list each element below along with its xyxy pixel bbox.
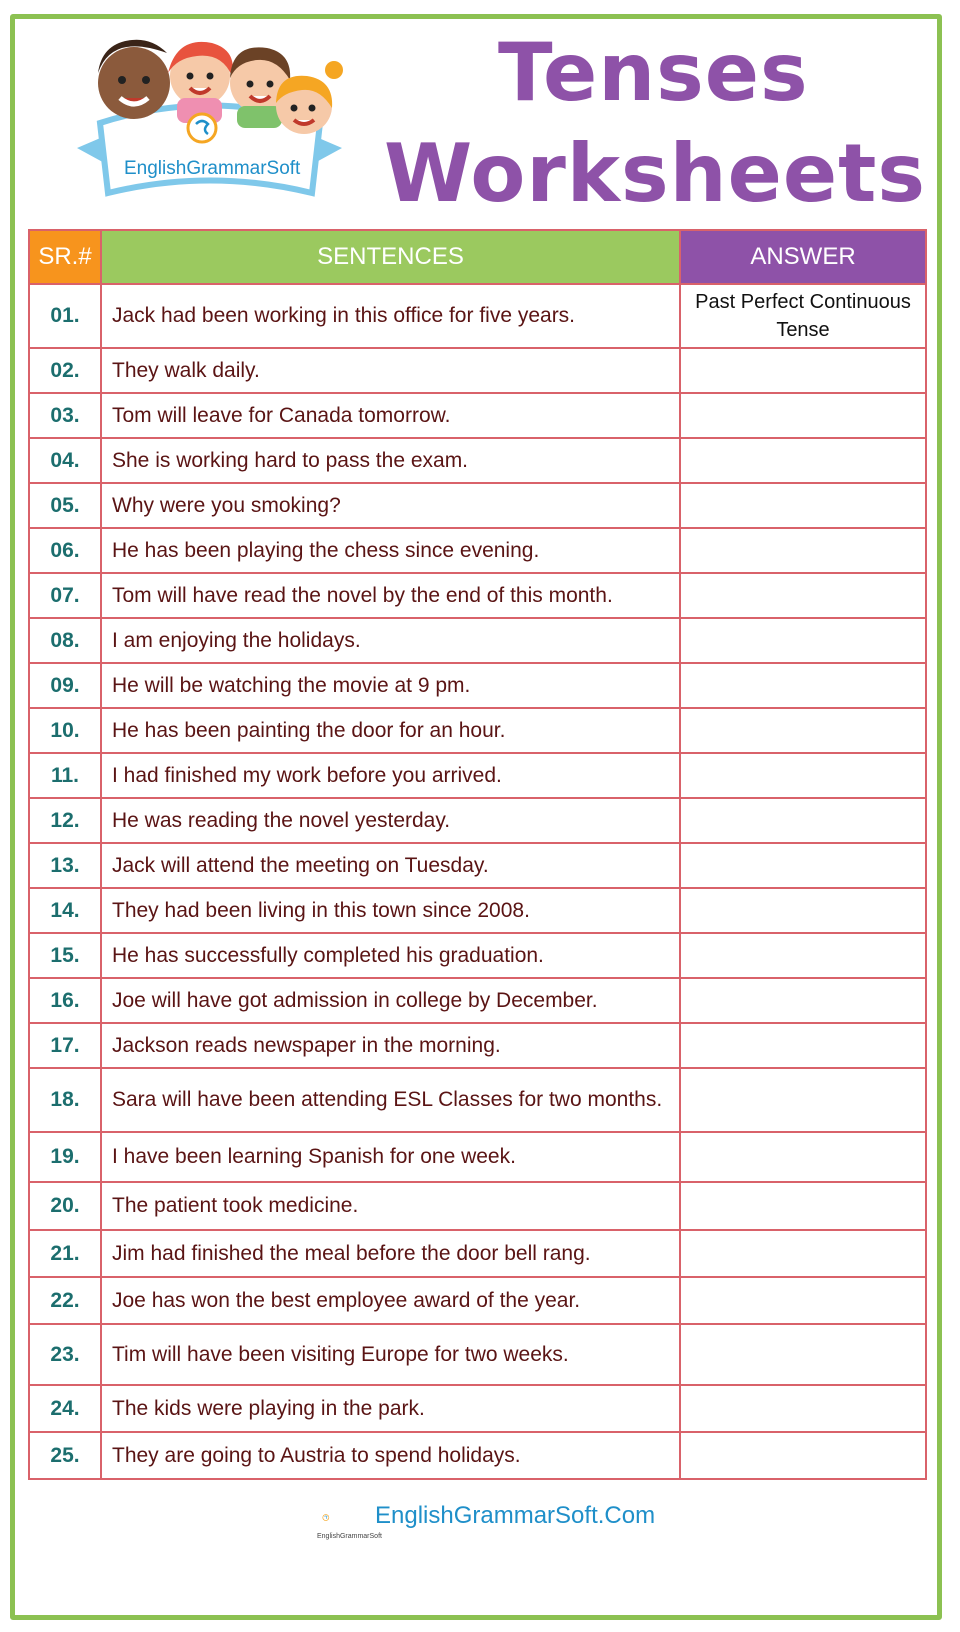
page-title-line2: Worksheets <box>384 127 926 220</box>
page-title-line1: Tenses <box>498 26 809 119</box>
row-number: 03. <box>29 393 101 438</box>
row-number: 14. <box>29 888 101 933</box>
row-sentence: I am enjoying the holidays. <box>101 618 680 663</box>
row-sentence: Jackson reads newspaper in the morning. <box>101 1023 680 1068</box>
row-number: 22. <box>29 1277 101 1324</box>
row-sentence: The patient took medicine. <box>101 1182 680 1230</box>
table-row <box>29 888 926 933</box>
table-row <box>29 1385 926 1432</box>
table-row <box>29 1277 926 1324</box>
row-number: 18. <box>29 1068 101 1132</box>
table-row <box>29 483 926 528</box>
row-answer-field[interactable] <box>680 1324 926 1385</box>
table-row <box>29 708 926 753</box>
row-sentence: I had finished my work before you arrived. <box>101 753 680 798</box>
header-sr: SR.# <box>29 230 101 284</box>
table-row <box>29 393 926 438</box>
row-number: 13. <box>29 843 101 888</box>
row-answer-field[interactable] <box>680 1385 926 1432</box>
row-answer-field[interactable] <box>680 573 926 618</box>
row-answer-field[interactable] <box>680 1182 926 1230</box>
kids-logo <box>72 28 347 218</box>
table-row <box>29 618 926 663</box>
row-answer-field[interactable] <box>680 348 926 393</box>
row-number: 09. <box>29 663 101 708</box>
row-answer-field[interactable] <box>680 1230 926 1277</box>
row-number: 16. <box>29 978 101 1023</box>
row-sentence: Jim had finished the meal before the door bell rang. <box>101 1230 680 1277</box>
row-sentence: He has been playing the chess since evening. <box>101 528 680 573</box>
row-answer-field[interactable] <box>680 483 926 528</box>
row-number: 21. <box>29 1230 101 1277</box>
table-row <box>29 1230 926 1277</box>
row-sentence: She is working hard to pass the exam. <box>101 438 680 483</box>
table-row <box>29 663 926 708</box>
table-row <box>29 1132 926 1182</box>
row-answer-field[interactable] <box>680 1132 926 1182</box>
row-sentence: Tom will leave for Canada tomorrow. <box>101 393 680 438</box>
row-answer-field[interactable]: Past Perfect Continuous Tense <box>680 284 926 348</box>
row-sentence: He has been painting the door for an hour. <box>101 708 680 753</box>
row-answer-field[interactable] <box>680 618 926 663</box>
row-sentence: Joe has won the best employee award of the year. <box>101 1277 680 1324</box>
row-answer-field[interactable] <box>680 753 926 798</box>
table-row <box>29 978 926 1023</box>
row-sentence: They are going to Austria to spend holidays. <box>101 1432 680 1479</box>
table-row <box>29 933 926 978</box>
table-row <box>29 1324 926 1385</box>
row-number: 24. <box>29 1385 101 1432</box>
row-number: 04. <box>29 438 101 483</box>
table-row <box>29 573 926 618</box>
table-row <box>29 1182 926 1230</box>
row-sentence: Jack will attend the meeting on Tuesday. <box>101 843 680 888</box>
row-answer-field[interactable] <box>680 1432 926 1479</box>
table-row <box>29 843 926 888</box>
row-answer-field[interactable] <box>680 393 926 438</box>
header-sentences: SENTENCES <box>101 230 680 284</box>
row-sentence: They had been living in this town since 2008. <box>101 888 680 933</box>
row-answer-field[interactable] <box>680 1023 926 1068</box>
row-answer-field[interactable] <box>680 978 926 1023</box>
table-header-row <box>29 230 926 284</box>
row-number: 02. <box>29 348 101 393</box>
table-row <box>29 1023 926 1068</box>
row-number: 08. <box>29 618 101 663</box>
row-answer-field[interactable] <box>680 528 926 573</box>
row-answer-field[interactable] <box>680 843 926 888</box>
header-answer: ANSWER <box>680 230 926 284</box>
table-row <box>29 753 926 798</box>
row-number: 07. <box>29 573 101 618</box>
row-answer-field[interactable] <box>680 933 926 978</box>
table-row <box>29 798 926 843</box>
row-number: 17. <box>29 1023 101 1068</box>
row-sentence: I have been learning Spanish for one week. <box>101 1132 680 1182</box>
table-row <box>29 528 926 573</box>
row-sentence: Jack had been working in this office for five years. <box>101 284 680 348</box>
row-answer-field[interactable] <box>680 1068 926 1132</box>
row-sentence: He was reading the novel yesterday. <box>101 798 680 843</box>
row-answer-field[interactable] <box>680 708 926 753</box>
row-answer-field[interactable] <box>680 798 926 843</box>
row-sentence: He has successfully completed his graduation. <box>101 933 680 978</box>
row-sentence: Tim will have been visiting Europe for two weeks. <box>101 1324 680 1385</box>
row-number: 11. <box>29 753 101 798</box>
row-number: 06. <box>29 528 101 573</box>
row-number: 15. <box>29 933 101 978</box>
row-number: 23. <box>29 1324 101 1385</box>
row-sentence: Tom will have read the novel by the end of this month. <box>101 573 680 618</box>
worksheet-table <box>28 229 927 1480</box>
row-sentence: Joe will have got admission in college by December. <box>101 978 680 1023</box>
table-row <box>29 348 926 393</box>
row-answer-field[interactable] <box>680 438 926 483</box>
row-number: 01. <box>29 284 101 348</box>
table-row <box>29 1432 926 1479</box>
row-number: 05. <box>29 483 101 528</box>
footer-small-brand: EnglishGrammarSoft <box>317 1533 382 1540</box>
footer-website[interactable]: EnglishGrammarSoft.Com <box>375 1502 656 1529</box>
row-number: 25. <box>29 1432 101 1479</box>
row-number: 10. <box>29 708 101 753</box>
logo-banner-text: EnglishGrammarSoft <box>124 158 301 179</box>
row-sentence: Why were you smoking? <box>101 483 680 528</box>
row-answer-field[interactable] <box>680 663 926 708</box>
row-sentence: The kids were playing in the park. <box>101 1385 680 1432</box>
row-answer-field[interactable] <box>680 1277 926 1324</box>
row-answer-field[interactable] <box>680 888 926 933</box>
table-row <box>29 1068 926 1132</box>
row-number: 19. <box>29 1132 101 1182</box>
table-row <box>29 284 926 348</box>
row-sentence: He will be watching the movie at 9 pm. <box>101 663 680 708</box>
row-sentence: Sara will have been attending ESL Classes for two months. <box>101 1068 680 1132</box>
table-row <box>29 438 926 483</box>
row-number: 12. <box>29 798 101 843</box>
row-number: 20. <box>29 1182 101 1230</box>
row-sentence: They walk daily. <box>101 348 680 393</box>
